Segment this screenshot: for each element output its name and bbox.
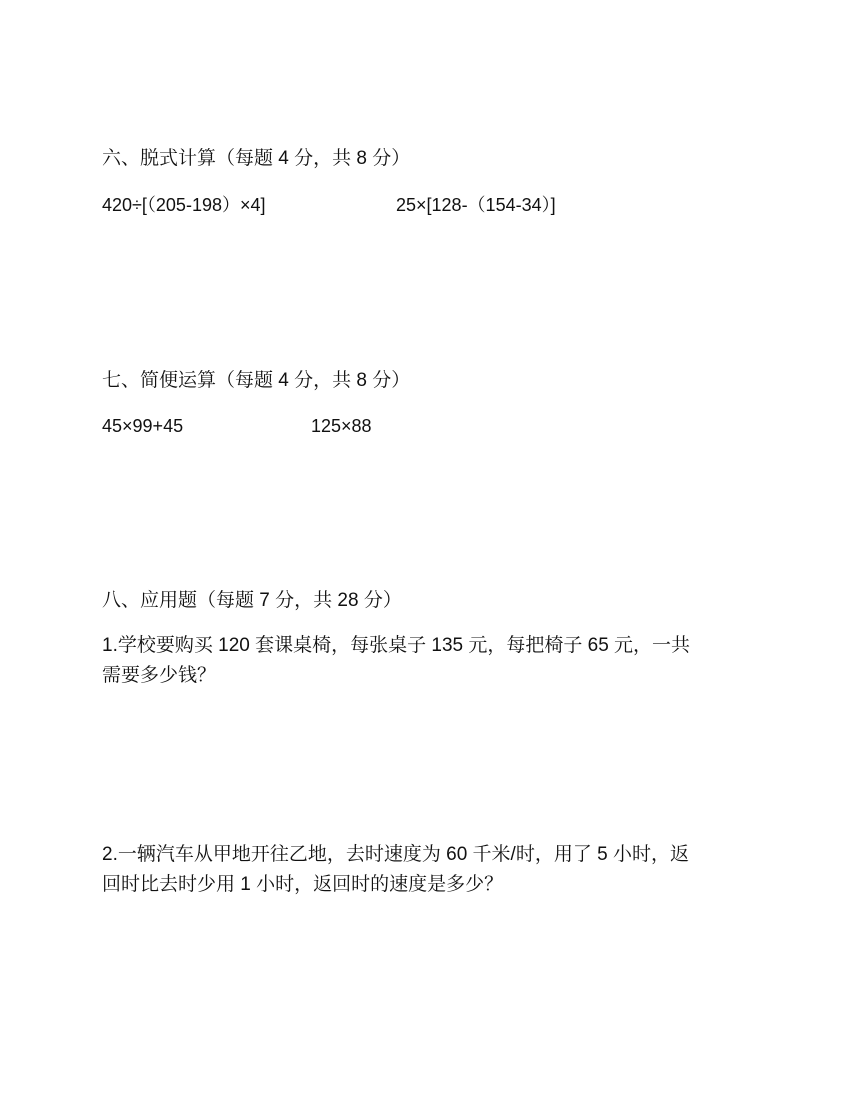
section-six-item-2: 25×[128-（154-34）]	[396, 195, 556, 215]
section-six-title: 六、脱式计算（每题 4 分，共 8 分）	[102, 148, 411, 169]
section-seven-title: 七、简便运算（每题 4 分，共 8 分）	[102, 370, 411, 391]
word-problem-2-line-2: 回时比去时少用 1 小时，返回时的速度是多少？	[102, 874, 504, 895]
word-problem-2	[102, 840, 762, 900]
section-seven-item-2: 125×88	[311, 416, 372, 436]
word-problem-1-line-2: 需要多少钱？	[102, 665, 217, 686]
word-problem-1-line-1: 1.学校要购买 120 套课桌椅，每张桌子 135 元，每把椅子 65 元，一共	[102, 635, 691, 656]
section-six-item-1: 420÷[（205-198）×4]	[102, 195, 266, 215]
word-problem-1	[102, 631, 762, 691]
section-seven-item-1: 45×99+45	[102, 416, 184, 436]
word-problem-2-line-1: 2.一辆汽车从甲地开往乙地，去时速度为 60 千米/时，用了 5 小时，返	[102, 844, 689, 865]
section-eight-title: 八、应用题（每题 7 分，共 28 分）	[102, 590, 402, 611]
